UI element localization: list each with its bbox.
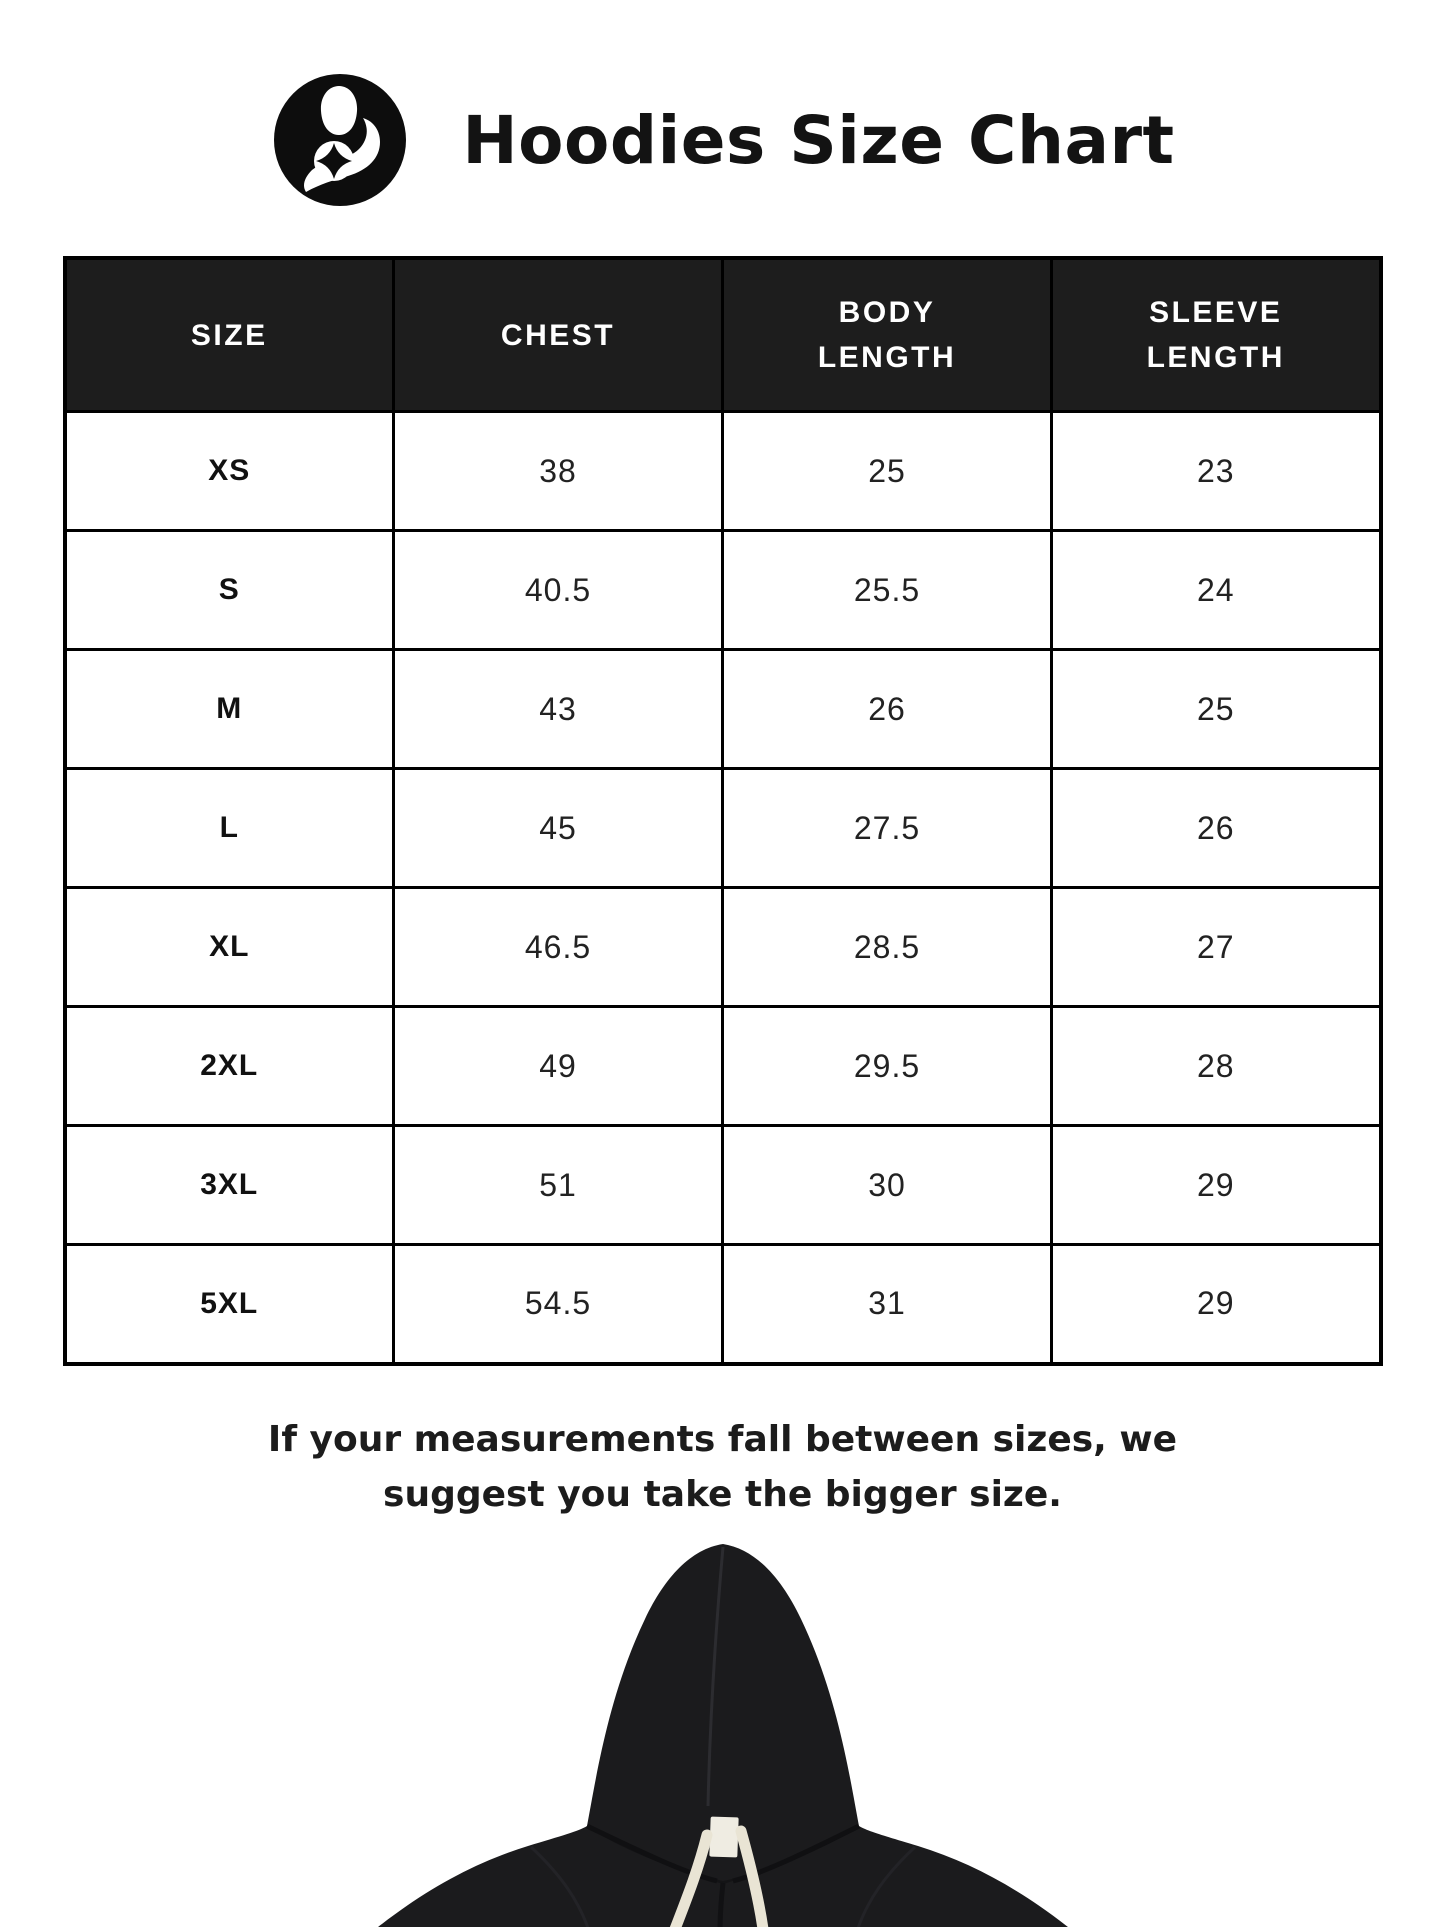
size-label-cell: 5XL <box>65 1245 394 1364</box>
size-label-cell: L <box>65 769 394 888</box>
size-label-cell: M <box>65 650 394 769</box>
body-length-value-cell: 28.5 <box>723 888 1052 1007</box>
sleeve-length-value-cell: 29 <box>1052 1245 1381 1364</box>
table-row <box>65 412 1381 531</box>
brand-mascot-icon <box>270 70 410 210</box>
body-length-value-cell: 27.5 <box>723 769 1052 888</box>
table-header-row <box>65 258 1381 412</box>
brand-header <box>0 0 1445 210</box>
table-row <box>65 531 1381 650</box>
column-header-size: SIZE <box>65 258 394 412</box>
column-header-chest: CHEST <box>394 258 723 412</box>
hoodie-illustration <box>313 1531 1133 1927</box>
size-label-cell: 2XL <box>65 1007 394 1126</box>
chest-value-cell: 46.5 <box>394 888 723 1007</box>
body-length-value-cell: 25 <box>723 412 1052 531</box>
body-length-value-cell: 26 <box>723 650 1052 769</box>
sleeve-length-value-cell: 26 <box>1052 769 1381 888</box>
sleeve-length-value-cell: 28 <box>1052 1007 1381 1126</box>
sleeve-length-value-cell: 27 <box>1052 888 1381 1007</box>
size-label-cell: XS <box>65 412 394 531</box>
body-length-value-cell: 25.5 <box>723 531 1052 650</box>
size-chart-table <box>63 256 1383 1366</box>
column-header-body-length: BODY LENGTH <box>723 258 1052 412</box>
sleeve-length-value-cell: 23 <box>1052 412 1381 531</box>
chest-value-cell: 38 <box>394 412 723 531</box>
sleeve-length-value-cell: 25 <box>1052 650 1381 769</box>
body-length-value-cell: 31 <box>723 1245 1052 1364</box>
table-row <box>65 650 1381 769</box>
sleeve-length-value-cell: 24 <box>1052 531 1381 650</box>
chest-value-cell: 54.5 <box>394 1245 723 1364</box>
sleeve-length-value-cell: 29 <box>1052 1126 1381 1245</box>
size-label-cell: XL <box>65 888 394 1007</box>
size-label-cell: S <box>65 531 394 650</box>
table-header <box>65 258 1381 412</box>
sizing-note: If your measurements fall between sizes, we suggest you take the bigger size. <box>267 1418 1178 1516</box>
chest-value-cell: 45 <box>394 769 723 888</box>
chest-value-cell: 40.5 <box>394 531 723 650</box>
table-body <box>65 412 1381 1364</box>
chest-value-cell: 43 <box>394 650 723 769</box>
body-length-value-cell: 29.5 <box>723 1007 1052 1126</box>
chest-value-cell: 51 <box>394 1126 723 1245</box>
chest-value-cell: 49 <box>394 1007 723 1126</box>
table-row <box>65 1126 1381 1245</box>
table-row <box>65 888 1381 1007</box>
column-header-sleeve-length: SLEEVE LENGTH <box>1052 258 1381 412</box>
body-length-value-cell: 30 <box>723 1126 1052 1245</box>
hoodie-product-photo <box>0 1531 1445 1927</box>
table-row <box>65 1007 1381 1126</box>
page-title: Hoodies Size Chart <box>462 101 1175 179</box>
table-row <box>65 769 1381 888</box>
table-row <box>65 1245 1381 1364</box>
size-label-cell: 3XL <box>65 1126 394 1245</box>
